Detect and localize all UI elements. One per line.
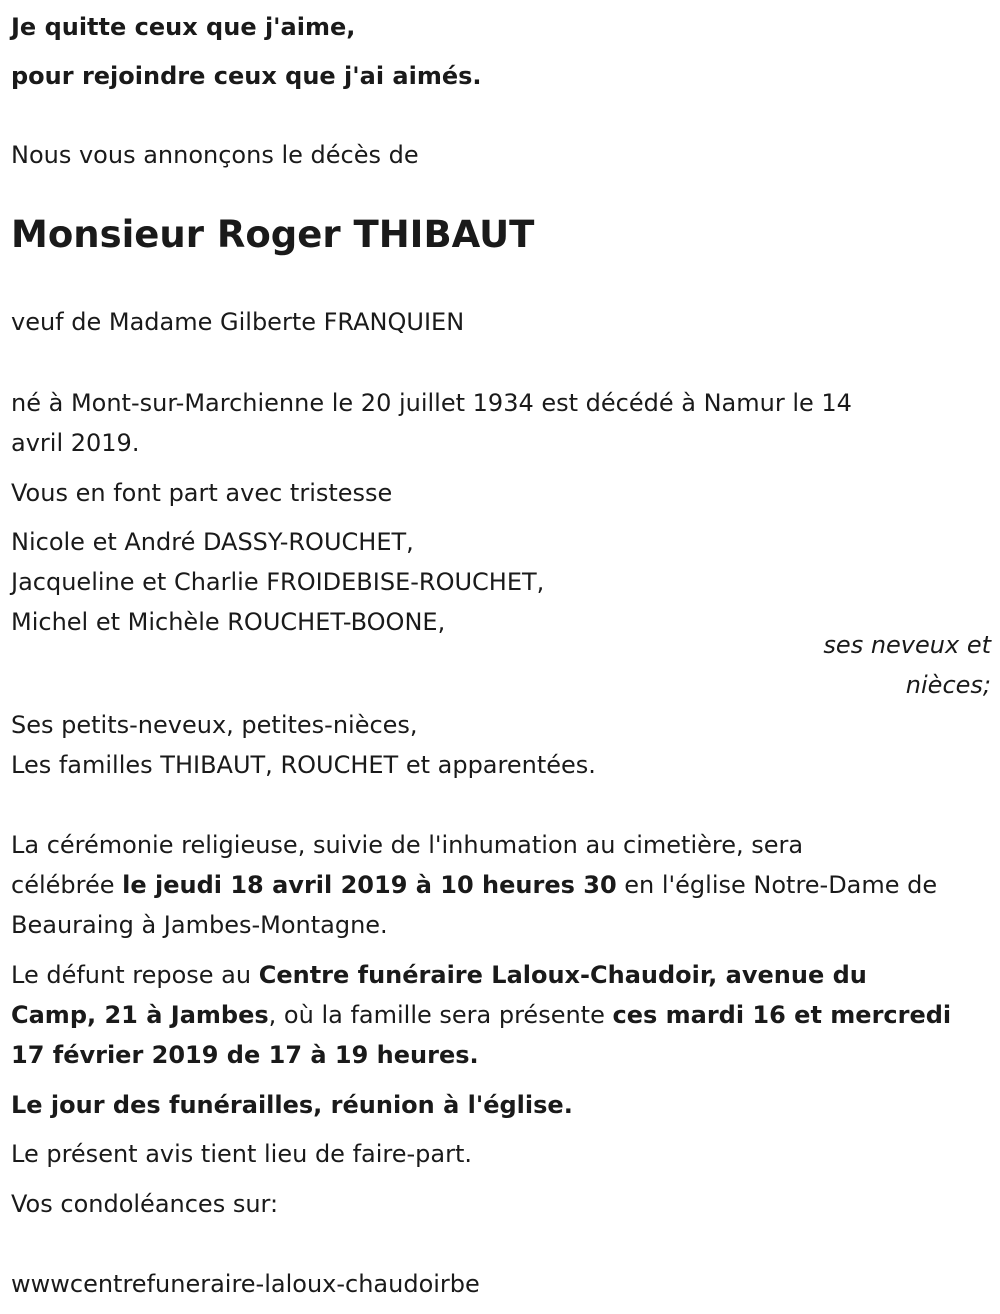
widower-line: veuf de Madame Gilberte FRANQUIEN <box>11 308 465 336</box>
intro-text: Nous vous annonçons le décès de <box>11 141 419 169</box>
other-relatives-2: Les familles THIBAUT, ROUCHET et apparentées. <box>11 751 596 779</box>
repose-line-3: 17 février 2019 de 17 à 19 heures. <box>11 1041 479 1069</box>
ceremony-line-3: Beauraing à Jambes-Montagne. <box>11 911 388 939</box>
ceremony-line-2 <box>11 865 937 905</box>
ceremony-suffix: en l'église Notre-Dame de <box>616 871 938 899</box>
funeral-day-note: Le jour des funérailles, réunion à l'église. <box>11 1091 573 1119</box>
repose-line-1 <box>11 955 867 995</box>
birth-death-line-2: avril 2019. <box>11 429 140 457</box>
condolences-label: Vos condoléances sur: <box>11 1190 279 1218</box>
birth-death-line-1: né à Mont-sur-Marchienne le 20 juillet 1934 est décédé à Namur le 14 <box>11 389 852 417</box>
ceremony-datetime: le jeudi 18 avril 2019 à 10 heures 30 <box>122 871 617 899</box>
repose-line-2 <box>11 995 951 1035</box>
deceased-name: Monsieur Roger THIBAUT <box>11 213 535 256</box>
relation-line-2: nièces; <box>905 671 991 699</box>
repose-middle: , où la famille sera présente <box>268 1001 613 1029</box>
repose-place-1: Centre funéraire Laloux-Chaudoir, avenue du <box>258 961 867 989</box>
repose-dates-1: ces mardi 16 et mercredi <box>612 1001 952 1029</box>
family-member-3: Michel et Michèle ROUCHET-BOONE, <box>11 608 446 636</box>
family-member-1: Nicole et André DASSY-ROUCHET, <box>11 528 414 556</box>
family-member-2: Jacqueline et Charlie FROIDEBISE-ROUCHET, <box>11 568 545 596</box>
ceremony-prefix: célébrée <box>11 871 123 899</box>
repose-prefix: Le défunt repose au <box>11 961 259 989</box>
website-link[interactable]: wwwcentrefuneraire-laloux-chaudoirbe <box>11 1270 480 1298</box>
notice-text: Le présent avis tient lieu de faire-part. <box>11 1140 473 1168</box>
announcers-intro: Vous en font part avec tristesse <box>11 479 393 507</box>
ceremony-line-1: La cérémonie religieuse, suivie de l'inhumation au cimetière, sera <box>11 831 804 859</box>
repose-place-2: Camp, 21 à Jambes <box>11 1001 269 1029</box>
epigraph-line-2: pour rejoindre ceux que j'ai aimés. <box>11 62 482 90</box>
other-relatives-1: Ses petits-neveux, petites-nièces, <box>11 711 418 739</box>
epigraph-line-1: Je quitte ceux que j'aime, <box>11 13 356 41</box>
relation-line-1: ses neveux et <box>823 631 991 659</box>
